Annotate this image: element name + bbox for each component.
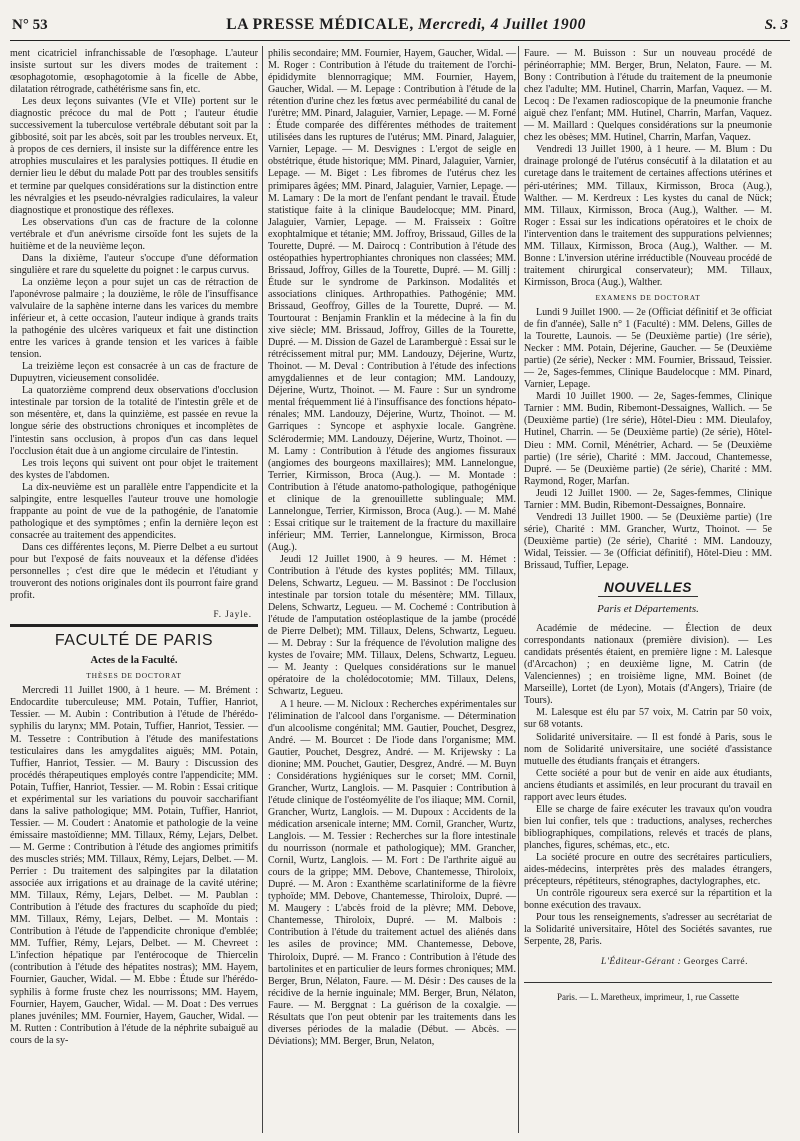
journal-title-line bbox=[226, 16, 586, 34]
section-rule bbox=[10, 624, 258, 627]
paragraph: Lundi 9 Juillet 1900. — 2e (Officiat définitif et 3e officiat de fin d'année), Salle n° 1 (Faculté) : MM. Delens, Gilles de la Tourette, Launois. — 5e (Deuxième partie) (1re série), Necker : MM. Potain, Déjerine, Gaucher. — 5e (Deuxième partie) (2e série), Necker : MM. Fournier, Brissaud, Teissier. — 2e, Sages-femmes, Clinique Baudelocque : MM. Pinard, Varnier, Lepage. bbox=[524, 306, 772, 391]
header-rule bbox=[10, 40, 790, 41]
paragraph: Les observations d'un cas de fracture de la colonne vertébrale et d'un anévrisme cirsoïde font les sujets de la huitième et de la neuvième leçon. bbox=[10, 216, 258, 252]
issue-date: Mercredi, 4 Juillet 1900 bbox=[418, 16, 586, 33]
paragraph: La quatorzième comprend deux observations d'occlusion intestinale par torsion de la totalité de l'intestin grêle et de son mésentère, et, dans la quinzième, est passée en revue la longue série des obstructions chroniques et incomplètes de l'intestin sans occlusion, à propos d'un cas dans lequel l'occlusion était due à un angiome circulaire de l'intestin. bbox=[10, 385, 258, 457]
title-rule bbox=[598, 596, 698, 597]
column-1 bbox=[10, 48, 258, 1047]
paragraph: A 1 heure. — M. Nicloux : Recherches expérimentales sur l'élimination de l'alcool dans l'organisme. — Détermination d'un alcoolisme congénital; MM. Gautier, Pouchet, Desgrez, André. — M. Bourcet : De l'iode dans l'organisme; MM. Gautier, Pouchet, Desgrez, André. — M. Krijewsky : La dionine; MM. Pouchet, Gautier, Desgrez, André. — M. Buyn : Considérations hygiéniques sur le corset; MM. Cornil, Grancher, Wurtz, Langlois. — M. Pasquier : Contribution à l'étude clinique de l'ostéomyélite de l'os iliaque; MM. Cornil, Grancher, Wurtz, Langlois. — M. Dupoux : Accidents de la médication arsenicale interne; MM. Cornil, Grancher, Wurtz, Langlois. — M. Tessier : Recherches sur la flore intestinale du nourrisson (normale et pathologique); MM. Grancher, Cornil, Wurtz, Langlois. — M. Fort : De l'arthrite aiguë au cours de la grippe; MM. Debove, Chantemesse, Thiroloix, Dupré. — M. Aron : Exanthème scarlatiniforme de la fièvre typhoïde; MM. Debove, Chantemesse, Thiroloix, Dupré. — M. Maugery : L'abcès froid de la plèvre; MM. Debove, Chantemesse, Thiroloix, Dupré. — M. Malbois : Contribution à l'étude du traitement actuel des aliénés dans les asiles de province; MM. Chantemesse, Debove, Thiroloix, Dupré. — M. Franco : Contribution à l'étude des bartolinites et en particulier de leurs formes chroniques; MM. Berger, Brun, Nélaton, Faure. — M. Désir : Des causes de la récidive de la hernie inguinale; MM. Berger, Brun, Nélaton, Faure. — M. Berggnat : La guérison de la coxalgie. — Résultats que l'on peut obtenir par les traitements dans les diverses périodes de la maladie (Début. — Abcès. — Déviations); MM. Berger, Brun, Nelaton, bbox=[268, 698, 516, 1047]
paragraph: La dix-neuvième est un parallèle entre l'appendicite et la salpingite, entre lesquelles l'auteur trouve une homologie frappante au point de vue de la pathogénie, de l'anatomie pathologique et des symptômes ; enfin la dernière leçon est consacrée au traitement des appendicites. bbox=[10, 481, 258, 541]
paragraph: Vendredi 13 Juillet 1900, à 1 heure. — M. Blum : Du drainage prolongé de l'utérus consécutif à la dilatation et au curetage dans le traitement de certaines affections utérines et péri-utérines; MM. Tillaux, Kirmisson, Broca (Aug.), Walther. — M. Kerdreux : Les kystes du canal de Nück; MM. Tillaux, Kirmisson, Broca (Aug.), Walther. — M. Roger : Essai sur les indications opératoires et le choix de l'intervention dans le traitement des suppurations pelviennes; MM. Tillaux, Kirmisson, Broca (Aug.), Walther. — M. Bonne : L'inversion utérine irréductible (Nouveau procédé de traitement chirurgical conservateur); MM. Tillaux, Kirmisson, Broca (Aug.), Walther. bbox=[524, 144, 772, 288]
paragraph: Faure. — M. Buisson : Sur un nouveau procédé de périnéorraphie; MM. Berger, Brun, Nelaton, Faure. — M. Bony : Contribution à l'étude du traitement de la pneumonie chez l'adulte; MM. Hutinel, Charrin, Marfan, Vaquez. — M. Lecoq : De l'examen radioscopique de la pneumonie franche aiguë chez l'enfant; MM. Hutinel, Charrin, Marfan, Vaquez. — M. Maillard : Quelques considérations sur la pneumonie chez les obèses; MM. Hutinel, Charrin, Marfan, Vaquez. bbox=[524, 48, 772, 144]
paragraph: Vendredi 13 Juillet 1900. — 5e (Deuxième partie) (1re série), Charité : MM. Grancher, Wurtz, Thoinot. — 5e (Deuxième partie) (2e série), Charité : MM. Landouzy, Widal, Teissier. — 3e (Officiat définitif), Hôtel-Dieu : MM. Brissaud, Tuffier, Lepage. bbox=[524, 511, 772, 571]
editor-line bbox=[524, 956, 772, 968]
printer-line: Paris. — L. Maretheux, imprimeur, 1, rue Cassette bbox=[524, 982, 772, 1003]
column-2 bbox=[268, 48, 516, 1048]
page-header bbox=[12, 16, 788, 38]
exam-title: EXAMENS DE DOCTORAT bbox=[595, 292, 701, 302]
paragraph: Les deux leçons suivantes (VIe et VIIe) portent sur le diagnostic précoce du mal de Pott ; l'auteur étudie successivement la tuberculose vertébrale débutant soit par la gibbosité, soit par les abcès, soit par les troubles nerveux. Et, à propos de ces derniers, il insiste sur la différence entre les atrophies musculaires et les paralysies pottiques. Il étudie en dernier lieu le début du malade Pott par des troubles sensitifs et termine par quelques considérations sur la distinction entre les névralgies et les pseudo-névralgies radiculaires, la valeur diagnostique et pronostique des réflexes. bbox=[10, 96, 258, 216]
paragraph: Dans la dixième, l'auteur s'occupe d'une déformation singulière et rare du squelette du poignet : le carpus curvus. bbox=[10, 252, 258, 276]
editor-name: Georges Carré. bbox=[683, 957, 748, 968]
paragraph: Les trois leçons qui suivent ont pour objet le traitement des kystes de l'abdomen. bbox=[10, 457, 258, 481]
paragraph: Elle se charge de faire exécuter les travaux qu'on voudra bien lui confier, tels que : traductions, analyses, recherches bibliographiques, compilations, relevés et tracés de plans, planches, figures, schémas, etc., etc. bbox=[524, 803, 772, 851]
paris-departements: Paris et Départements. bbox=[597, 603, 699, 616]
theses-text: Mercredi 11 Juillet 1900, à 1 heure. — M. Brément : Endocardite tuberculeuse; MM. Potain, Tuffier, Hanriot, Tessier. — M. Aubin : Contribution à l'étude de l'hérédo-syphilis du larynx; MM. Potain, Tuffier, Hanriot, Tessier. — M. Tessetre : Contribution à l'étude des manifestations testiculaires dans les amygdalites aiguës; MM. Potain, Tuffier, Hanriot, Tessier. — M. Baury : Discussion des procédés thérapeutiques employés contre l'appendicite; MM. Potain, Tuffier, Hanriot, Tessier. — M. Robin : Essai critique et expérimental sur les variations du pouvoir saccharifiant dans la salive pathologique; MM. Potain, Tuffier, Hanriot, Tessier. — M. Coudert : Anatomie et pathologie de la veine émissaire mastoïdienne; MM. Tillaux, Rémy, Lejars, Delbet. — M. Germe : Contribution à l'étude des angiomes primitifs des muscles striés; MM. Tillaux, Rémy, Lejars, Delbet. — M. Perrier : Du traitement des salpingites par la dilatation associée aux irrigations et au drainage de la cavité utérine; MM. Tillaux, Rémy, Lejars, Delbet. — M. Paublan : Contribution à l'étude des fractures du scaphoïde du pied; MM. Tillaux, Rémy, Lejars, Delbet. — M. Montais : Contribution à l'étude de l'appendicite chronique d'emblée; MM. Tuffier, Rémy, Lejars, Delbet. — M. Chevreet : L'infection hépatique par l'entérocoque de Thiercelin (contribution à l'étude des hépatites nostras); MM. Hayem, Fournier, Gaucher, Widal. — M. Ebbe : Étude sur l'hérédo-syphilis à forme fruste chez les nourrissons; MM. Hayem, Fournier, Hayem, Gaucher, Widal. — M. Doat : Des verrues planes juvéniles; MM. Fournier, Hayem, Gaucher, Widal. — M. Rutten : Contribution à l'étude de la néphrite subaiguë au cours de la sy- bbox=[10, 685, 258, 1046]
author-signature: F. Jayle. bbox=[213, 609, 252, 620]
paragraph: ment cicatriciel infranchissable de l'œsophage. L'auteur insiste surtout sur les divers modes de traitement : œsophagotomie, œsophagotomie à la ficelle de Abbe, dilatation rétrograde, cathétérisme sans fin, etc. bbox=[10, 48, 258, 96]
column-3 bbox=[524, 48, 772, 1003]
page-number: S. 3 bbox=[764, 17, 788, 33]
paragraph: Un contrôle rigoureux sera exercé sur la répartition et la bonne exécution des travaux. bbox=[524, 888, 772, 912]
paragraph: Mardi 10 Juillet 1900. — 2e, Sages-femmes, Clinique Tarnier : MM. Budin, Ribemont-Dessaignes, Wallich. — 5e (Deuxième partie) (1re série), Hôtel-Dieu : MM. Dieulafoy, Hutinel, Charrin. — 5e (Deuxième partie) (2e série), Hôtel-Dieu : MM. Cornil, Ménétrier, Achard. — 5e (Deuxième partie) (1re série), Charité : MM. Jaccoud, Chantemesse, Dupré. — 5e (Deuxième partie) (2e série), Charité : MM. Raymond, Roger, Marfan. bbox=[524, 391, 772, 487]
paragraph: La treizième leçon est consacrée à un cas de fracture de Dupuytren, vicieusement consolidée. bbox=[10, 361, 258, 385]
paragraph: La onzième leçon a pour sujet un cas de rétraction de l'aponévrose palmaire ; la douzième, le rôle de l'insuffisance valvulaire de la saphène interne dans les varices du membre inférieur et, à cette occasion, l'auteur indique à grands traits la pathogénie des ulcères variqueux et fait une distinction entre les varices à grande tension et les varices à faible tension. bbox=[10, 276, 258, 361]
faculty-title: FACULTÉ DE PARIS bbox=[54, 632, 214, 650]
paragraph: Solidarité universitaire. — Il est fondé à Paris, sous le nom de Solidarité universitaire, une société d'assistance mutuelle des étudiants français et étrangers. bbox=[524, 731, 772, 767]
journal-title: LA PRESSE MÉDICALE, bbox=[226, 16, 414, 33]
column-divider bbox=[262, 46, 263, 1133]
paragraph: M. Lalesque est élu par 57 voix, M. Catrin par 50 voix, sur 68 votants. bbox=[524, 707, 772, 731]
issue-number: N° 53 bbox=[12, 17, 48, 33]
paragraph: Cette société a pour but de venir en aide aux étudiants, anciens étudiants et assimilés, en leur procurant du travail en rapport avec leurs études. bbox=[524, 767, 772, 803]
paragraph: Jeudi 12 Juillet 1900, à 9 heures. — M. Hémet : Contribution à l'étude des kystes poplités; MM. Tillaux, Delens, Schwartz, Legueu. — M. Bassinot : De l'occlusion intestinale par torsion totale du mésentère; MM. Tillaux, Delens, Schwartz, Legueu. — M. Cochemé : Contribution à l'étude de l'amputation ostéoplastique de la jambe (procédé de Pierre Delbet); MM. Tillaux, Delens, Schwartz, Legueu. — M. Debray : Sur la fréquence de l'évolution maligne des kystes de l'ovaire; MM. Tillaux, Delens, Schwartz, Legueu. — M. Jeanty : Quelques considérations sur le manuel opératoire de la cholédocotomie; MM. Tillaux, Delens, Schwartz, Legueu. bbox=[268, 553, 516, 698]
paragraph: La société procure en outre des secrétaires particuliers, aides-médecins, interprètes près des malades étrangers, précepteurs, répétiteurs, sténographes, dactylographes, etc. bbox=[524, 852, 772, 888]
actes-title: Actes de la Faculté. bbox=[90, 655, 178, 667]
paragraph: philis secondaire; MM. Fournier, Hayem, Gaucher, Widal. — M. Roger : Contribution à l'étude du traitement de l'orchi-épididymite blennorragique; MM. Fournier, Hayem, Gaucher, Widal. — M. Lepage : Contribution à l'étude de la rétention d'urine chez les fœtus avec perméabilité du canal de l'urètre; MM. Pinard, Jalaguier, Varnier, Lepage. — M. Forné : Étude comparée des différentes méthodes de traitement utilisées dans les ruptures de l'utérus; MM. Pinard, Jalaguier, Varnier, Lepage. — M. Desvignes : L'ergot de seigle en obstétrique, étude historique; MM. Pinard, Jalaguier, Varnier, Lepage. — M. Biget : Les fibromes de l'utérus chez les primipares âgées; MM. Pinard, Jalaguier, Varnier, Lepage. — M. Lamary : De la mort de l'enfant pendant le travail. Étude statistique faite à la clinique Baudelocque; MM. Pinard, Jalaguier, Varnier, Lepage. — M. Fraisseix : Goître exophtalmique et tétanie; MM. Joffroy, Brissaud, Gilles de la Tourette, Dupré. — M. Dairocq : Contribution à l'étude des ostéopathies hypertrophiantes chroniques non classées; MM. Brissaud, Joffroy, Gilles de la Tourette, Dupré. — M. Gillj : Étude sur le syndrome de Parkinson. Modalités et associations cliniques. Arthropathies. Pathogénie; MM. Brissaud, Geoffroy, Gilles de la Tourette, Dupré. — M. Tourtourat : Benjamin Franklin et la médecine à la fin du xive siècle; MM. Brissaud, Joffroy, Gilles de la Tourette, Dupré. — M. Dission de Gazel de Laramberguè : Essai sur le rétrécissement mitral pur; MM. Landouzy, Déjerine, Wurtz, Thoinot. — M. Deval : Contribution à l'étude des infections amygdaliennes et de leur contagion; MM. Landouzy, Déjerine, Wurtz, Thoinot. — M. Faure : Sur un syndrome mental fréquemment lié à l'insuffisance des fonctions hépato-rénales; MM. Landouzy, Déjerine, Wurtz, Thoinot. — M. Garriques : Syncope et asphyxie locale. Gangrène. Sclérodermie; MM. Landouzy, Déjerine, Wurtz, Thoinot. — M. Lamy : Contribution à l'étude des angiomes fissuraux (angiomes des bourgeons maxillaires); MM. Lannelongue, Terrier, Kirmisson, Broca (Aug.). — M. Montade : Contribution à l'étude anatomo-pathologique, pathogénique et clinique de la grenouillette sublinguale; MM. Lannelongue, Terrier, Kirmisson, Broca (Aug.). — M. Mahé : Essai critique sur le traitement de la fracture du maxillaire inférieur; MM. Terrier, Lannelongue, Kirmisson, Broca (Aug.). bbox=[268, 48, 516, 553]
theses-title: THÈSES DE DOCTORAT bbox=[86, 671, 182, 681]
editor-label: L'Éditeur-Gérant : bbox=[601, 957, 682, 968]
paragraph: Jeudi 12 Juillet 1900. — 2e, Sages-femmes, Clinique Tarnier : MM. Budin, Ribemont-Dessaignes, Bonnaire. bbox=[524, 487, 772, 511]
column-divider bbox=[518, 46, 519, 1133]
paragraph: Pour tous les renseignements, s'adresser au secrétariat de la Solidarité universitaire, Hôtel des Sociétés savantes, rue Serpente, 28, Paris. bbox=[524, 912, 772, 948]
nouvelles-title: NOUVELLES bbox=[604, 580, 692, 596]
paragraph: Dans ces différentes leçons, M. Pierre Delbet a eu surtout pour but l'exposé de faits nouveaux et la défense d'idées personnelles ; c'est dire que le médecin et l'étudiant y trouveront des notions originales dont ils pourront faire grand profit. bbox=[10, 541, 258, 602]
paragraph: Académie de médecine. — Élection de deux correspondants nationaux (première division). — Les candidats présentés étaient, en première ligne : M. Lalesque (d'Arcachon) ; en deuxième ligne, M. Catrin (de Valenciennes) ; en troisième ligne, MM. Boinet (de Marseille), Lortet (de Lyon), Motais (d'Angers), Triaire (de Tours). bbox=[524, 623, 772, 707]
